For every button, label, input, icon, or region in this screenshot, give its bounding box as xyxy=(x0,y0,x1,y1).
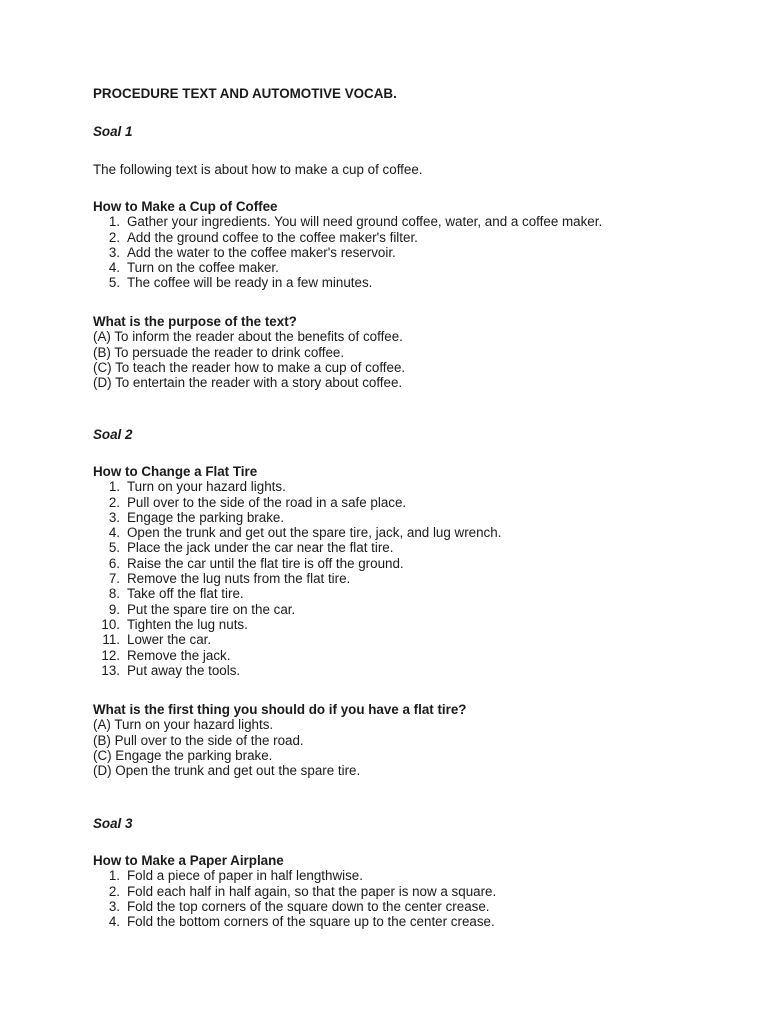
step-item xyxy=(93,479,713,494)
step-number: 13. xyxy=(101,662,120,678)
step-text: Add the water to the coffee maker's reservoir. xyxy=(127,244,396,260)
step-item xyxy=(93,884,713,899)
soal-3-label: Soal 3 xyxy=(93,816,133,831)
step-item xyxy=(93,495,713,510)
step-item xyxy=(93,914,713,929)
step-text: Remove the jack. xyxy=(127,647,231,663)
step-item xyxy=(93,632,713,647)
soal-1-question-block xyxy=(93,314,713,390)
soal-3-steps xyxy=(93,868,713,929)
step-item xyxy=(93,868,713,883)
step-number: 6. xyxy=(108,555,120,571)
answer-option: (C) To teach the reader how to make a cup of coffee. xyxy=(93,359,406,375)
step-text: Put away the tools. xyxy=(127,662,241,678)
step-number: 10. xyxy=(101,616,120,632)
soal-1-question: What is the purpose of the text? xyxy=(93,314,297,329)
step-number: 3. xyxy=(108,898,120,914)
step-item xyxy=(93,602,713,617)
step-item xyxy=(93,663,713,678)
soal-1-procedure xyxy=(93,199,713,291)
soal-2-heading: How to Change a Flat Tire xyxy=(93,464,258,479)
step-text: Open the trunk and get out the spare tire, jack, and lug wrench. xyxy=(127,525,502,541)
step-number: 2. xyxy=(108,494,120,510)
soal-2-procedure xyxy=(93,464,713,678)
answer-option: (B) To persuade the reader to drink coffee. xyxy=(93,344,345,360)
step-text: Lower the car. xyxy=(127,632,212,648)
step-number: 4. xyxy=(108,525,120,541)
step-text: Fold a piece of paper in half lengthwise. xyxy=(127,868,363,884)
answer-option: (A) To inform the reader about the benefits of coffee. xyxy=(93,329,403,345)
step-item xyxy=(93,617,713,632)
soal-2-label: Soal 2 xyxy=(93,427,133,442)
step-number: 9. xyxy=(108,601,120,617)
step-text: Place the jack under the car near the flat tire. xyxy=(127,540,394,556)
answer-option: (B) Pull over to the side of the road. xyxy=(93,732,304,748)
soal-2-steps xyxy=(93,479,713,678)
step-number: 1. xyxy=(108,214,120,230)
soal-3-procedure xyxy=(93,853,713,929)
soal-1-options xyxy=(93,329,713,390)
step-item xyxy=(93,230,713,245)
step-text: Fold the bottom corners of the square up to the center crease. xyxy=(127,914,495,930)
step-text: Take off the flat tire. xyxy=(127,586,244,602)
step-text: Raise the car until the flat tire is off the ground. xyxy=(127,555,404,571)
step-number: 1. xyxy=(108,868,120,884)
step-number: 1. xyxy=(108,479,120,495)
step-text: Tighten the lug nuts. xyxy=(127,616,248,632)
step-number: 4. xyxy=(108,260,120,276)
step-number: 12. xyxy=(101,647,120,663)
soal-2-question: What is the first thing you should do if you have a flat tire? xyxy=(93,702,467,717)
document-title: PROCEDURE TEXT AND AUTOMOTIVE VOCAB. xyxy=(93,86,397,101)
answer-option: (D) Open the trunk and get out the spare tire. xyxy=(93,763,361,779)
answer-option: (C) Engage the parking brake. xyxy=(93,747,273,763)
step-item xyxy=(93,648,713,663)
step-text: Put the spare tire on the car. xyxy=(127,601,296,617)
step-text: Engage the parking brake. xyxy=(127,509,285,525)
soal-2-options xyxy=(93,717,713,778)
step-text: The coffee will be ready in a few minutes. xyxy=(127,275,373,291)
step-item xyxy=(93,260,713,275)
step-item xyxy=(93,586,713,601)
step-number: 11. xyxy=(102,632,120,648)
soal-1-intro: The following text is about how to make a cup of coffee. xyxy=(93,162,423,177)
step-text: Fold each half in half again, so that the paper is now a square. xyxy=(127,883,497,899)
soal-3-heading: How to Make a Paper Airplane xyxy=(93,853,284,868)
step-text: Fold the top corners of the square down to the center crease. xyxy=(127,898,490,914)
step-number: 7. xyxy=(108,571,120,587)
step-item xyxy=(93,510,713,525)
step-item xyxy=(93,214,713,229)
step-number: 8. xyxy=(108,586,120,602)
answer-option: (A) Turn on your hazard lights. xyxy=(93,717,274,733)
step-number: 5. xyxy=(108,540,120,556)
step-text: Turn on your hazard lights. xyxy=(127,479,286,495)
step-item xyxy=(93,245,713,260)
step-item xyxy=(93,571,713,586)
step-item xyxy=(93,899,713,914)
step-text: Turn on the coffee maker. xyxy=(127,260,279,276)
step-item xyxy=(93,275,713,290)
soal-2-question-block xyxy=(93,702,713,778)
step-text: Add the ground coffee to the coffee maker's filter. xyxy=(127,229,418,245)
step-text: Pull over to the side of the road in a safe place. xyxy=(127,494,407,510)
step-number: 4. xyxy=(108,914,120,930)
soal-1-steps xyxy=(93,214,713,290)
step-text: Remove the lug nuts from the flat tire. xyxy=(127,571,351,587)
step-item xyxy=(93,556,713,571)
answer-option: (D) To entertain the reader with a story about coffee. xyxy=(93,375,403,391)
step-number: 3. xyxy=(108,509,120,525)
soal-1-label: Soal 1 xyxy=(93,124,133,139)
step-number: 5. xyxy=(108,275,120,291)
step-number: 2. xyxy=(108,883,120,899)
step-number: 2. xyxy=(108,229,120,245)
soal-1-heading: How to Make a Cup of Coffee xyxy=(93,199,278,214)
step-text: Gather your ingredients. You will need ground coffee, water, and a coffee maker. xyxy=(127,214,603,230)
step-item xyxy=(93,525,713,540)
step-item xyxy=(93,540,713,555)
step-number: 3. xyxy=(108,244,120,260)
